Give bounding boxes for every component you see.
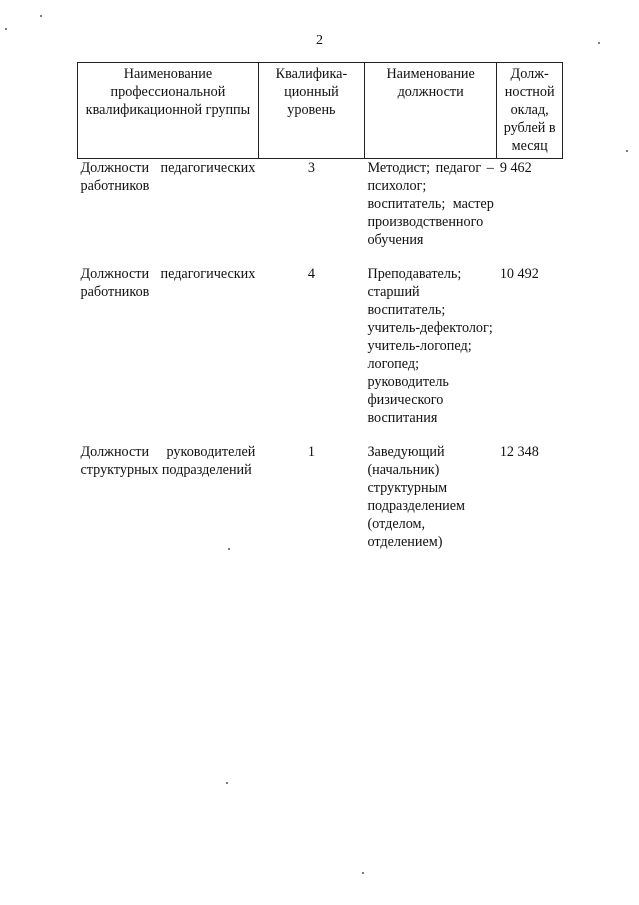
row-level: 3 [307, 160, 315, 176]
scan-speck [598, 42, 600, 44]
row-level: 1 [307, 444, 315, 460]
scan-speck [228, 548, 230, 550]
row-spacer [78, 249, 563, 265]
header-position: Наименование должности [364, 63, 496, 159]
header-group: Наименование профессиональной квалификационной группы [78, 63, 259, 159]
salary-table [77, 62, 563, 551]
table-row [78, 159, 563, 250]
table-row [78, 265, 563, 427]
scan-speck [626, 150, 628, 152]
table-header-row [78, 63, 563, 159]
header-salary: Долж-ностной оклад, рублей в месяц [497, 63, 563, 159]
row-salary: 10 492 [499, 266, 539, 282]
scan-speck [362, 872, 364, 874]
row-position: Методист; педагог – психолог; воспитатель; мастер производственного обучения [367, 160, 494, 248]
header-level: Квалифика-ционный уровень [258, 63, 364, 159]
page-number: 2 [316, 33, 323, 48]
row-level: 4 [307, 266, 315, 282]
row-group: Должности руководителей структурных подразделений [80, 444, 256, 478]
row-position: Заведующий (начальник) структурным подразделением (отделом, отделением) [367, 444, 466, 550]
scan-speck [40, 15, 42, 17]
table-row [78, 443, 563, 551]
row-salary: 12 348 [499, 444, 539, 460]
row-spacer [78, 427, 563, 443]
scan-speck [226, 782, 228, 784]
scan-speck [5, 28, 7, 30]
row-position: Преподаватель; старший воспитатель; учитель-дефектолог; учитель-логопед; логопед; руководитель физического воспитания [367, 266, 493, 426]
row-group: Должности педагогических работников [80, 266, 256, 300]
row-salary: 9 462 [499, 160, 532, 176]
row-group: Должности педагогических работников [80, 160, 256, 194]
